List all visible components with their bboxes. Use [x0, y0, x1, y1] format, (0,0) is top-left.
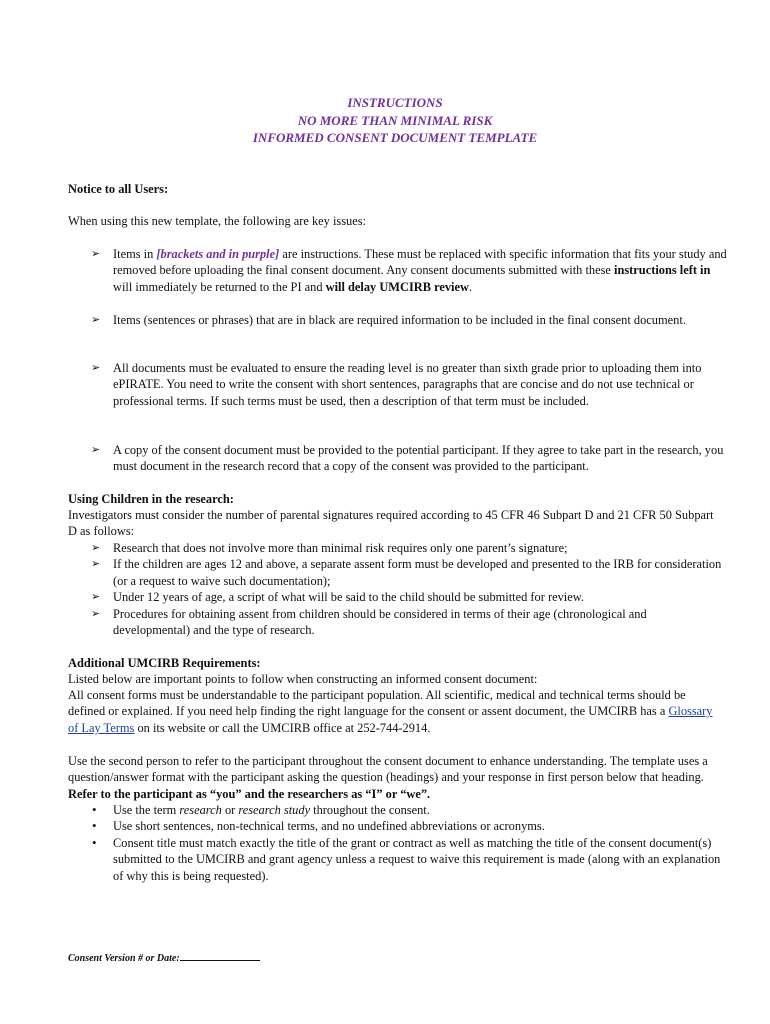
bullet-icon: •	[92, 818, 97, 834]
bullet-icon: •	[92, 834, 97, 850]
title-line-2: NO MORE THAN MINIMAL RISK	[297, 112, 493, 128]
title-line-1: INSTRUCTIONS	[347, 95, 443, 110]
right-arrowhead-icon: ➢	[91, 607, 101, 620]
purple-instruction-text: [brackets and in purple]	[156, 247, 280, 261]
children-heading: Using Children in the research:	[68, 492, 234, 506]
list-item: • Use the term research or research study throughout the consent.	[92, 802, 430, 817]
children-list	[91, 540, 725, 638]
additional-paragraph-2: Use the second person to refer to the participant throughout the consent document to enhance understanding. The template uses a question/answer format with the participant asking the question (headings) and your response in first person below that heading. Refer to the participant as “you” and the researchers as “I” or “we”.	[68, 754, 708, 801]
list-item: ➢ If the children are ages 12 and above, a separate assent form must be developed and presented to the IRB for consideration (or a request to waive such documentation);	[91, 557, 722, 588]
right-arrowhead-icon: ➢	[91, 314, 101, 326]
consent-version-footer	[68, 951, 260, 967]
list-item: ➢ Under 12 years of age, a script of what will be said to the child should be submitted for review.	[91, 590, 584, 605]
right-arrowhead-icon: ➢	[91, 591, 101, 604]
notice-item-1-text: Items in [brackets and in purple] are instructions. These must be replaced with specific information that fits your study and removed before uploading the final consent document. Any consent documents submitted with these instructions left in will immediately be returned to the PI and will delay UMCIRB review.	[113, 247, 727, 294]
children-intro: Investigators must consider the number of parental signatures required according to 45 CFR 46 Subpart D and 21 CFR 50 Subpart D as follows:	[68, 508, 714, 539]
list-item: • Consent title must match exactly the title of the grant or contract as well as matching the title of the consent document(s) submitted to the UMCIRB and grant agency unless a request to waive this requirement is made (along with an explanation of why this is being requested).	[92, 834, 721, 883]
list-item: ➢ Research that does not involve more than minimal risk requires only one parent’s signature;	[91, 541, 568, 555]
list-item: ➢ Procedures for obtaining assent from children should be considered in terms of their age (chronological and developmental) and the type of research.	[91, 606, 647, 638]
bullet-icon: •	[92, 802, 97, 817]
right-arrowhead-icon: ➢	[91, 248, 101, 260]
right-arrowhead-icon: ➢	[91, 542, 101, 554]
notice-item-4-text: A copy of the consent document must be provided to the potential participant. If they agree to take part in the research, you must document in the research record that a copy of the consent was provided to the participant.	[113, 443, 724, 474]
notice-heading: Notice to all Users:	[68, 182, 169, 196]
notice-intro: When using this new template, the following are key issues:	[68, 214, 366, 228]
glossary-link[interactable]: Glossary of Lay Terms	[68, 704, 713, 735]
additional-heading: Additional UMCIRB Requirements:	[68, 656, 261, 670]
document-title	[0, 94, 770, 147]
signature-line	[180, 951, 260, 961]
right-arrowhead-icon: ➢	[91, 362, 101, 374]
notice-item-2-text: Items (sentences or phrases) that are in black are required information to be included in the final consent document.	[113, 313, 686, 327]
right-arrowhead-icon: ➢	[91, 444, 101, 456]
additional-paragraph-1: All consent forms must be understandable to the participant population. All scientific, medical and technical terms should be defined or explained. If you need help finding the right language for the consent or assent document, the UMCIRB has a Glossary of Lay Terms on its website or call the UMCIRB office at 252-744-2914.	[68, 688, 713, 735]
additional-line1: Listed below are important points to follow when constructing an informed consent document:	[68, 672, 538, 686]
notice-item-3-text: All documents must be evaluated to ensure the reading level is no greater than sixth grade prior to uploading them into ePIRATE. You need to write the consent with short sentences, paragraphs that are concise and do not use technical or professional terms. If such terms must be used, then a description of that term must be included.	[113, 361, 702, 408]
consent-version-label: Consent Version # or Date:	[68, 953, 180, 964]
title-line-3: INFORMED CONSENT DOCUMENT TEMPLATE	[252, 130, 538, 145]
right-arrowhead-icon: ➢	[91, 558, 101, 571]
requirements-list	[91, 802, 725, 884]
list-item: • Use short sentences, non-technical terms, and no undefined abbreviations or acronyms.	[92, 818, 545, 834]
